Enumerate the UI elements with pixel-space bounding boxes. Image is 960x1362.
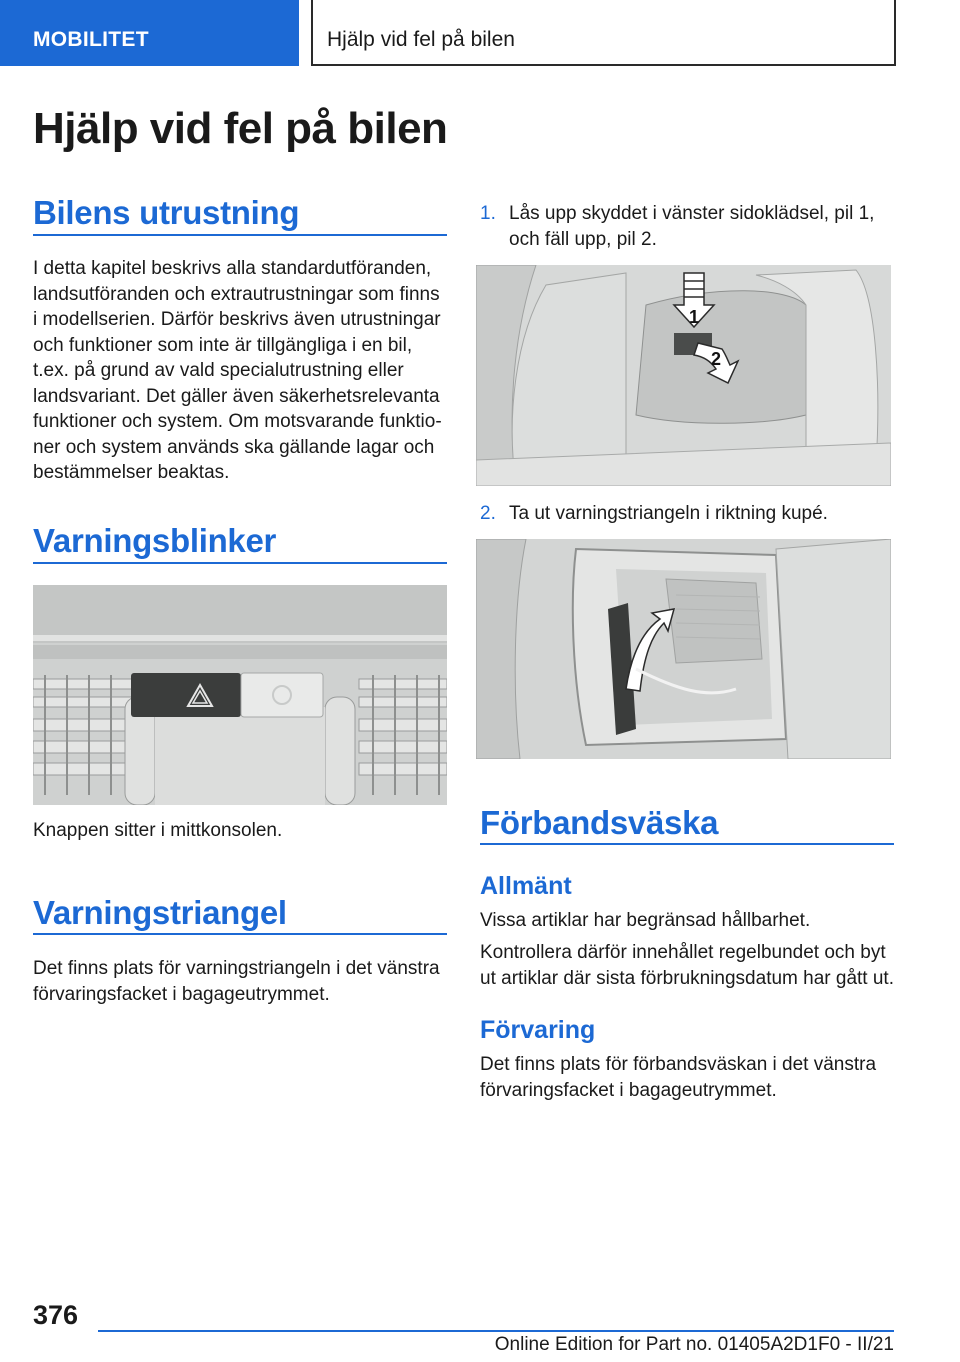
chapter-header xyxy=(311,0,896,66)
footer-rule xyxy=(98,1330,894,1332)
text-line: bestämmelser beaktas. xyxy=(33,462,230,483)
heading-varningsblinker: Varningsblinker xyxy=(33,522,277,559)
text-line: och funktioner som inte är tillgängliga i en bil, xyxy=(33,334,413,356)
chapter-header-label: Hjälp vid fel på bilen xyxy=(327,28,515,51)
text-line: ut artiklar där sista förbrukningsdatum har gått ut. xyxy=(480,967,894,989)
heading-rule xyxy=(33,562,447,564)
side-panel-illustration xyxy=(476,265,891,486)
heading-forbandsvaska: Förbandsväska xyxy=(480,804,719,841)
arrow-label: 2 xyxy=(710,349,722,369)
step-number: 1. xyxy=(480,203,496,224)
text-line: Ta ut varningstriangeln i riktning kupé. xyxy=(509,503,828,524)
allmant-paragraph-1 xyxy=(480,908,910,934)
text-line: förvaringsfacket i bagageutrymmet. xyxy=(480,1079,777,1101)
text-line: Lås upp skyddet i vänster sidoklädsel, pil 1, xyxy=(509,203,875,224)
heading-rule xyxy=(33,933,447,935)
blinker-caption xyxy=(33,818,453,844)
footer-edition: Online Edition for Part no. 01405A2D1F0 - II/21 xyxy=(494,1334,894,1355)
text-line: Det finns plats för varningstriangeln i det vänstra xyxy=(33,958,440,979)
text-line: landsvariant. Det gäller även säkerhetsrelevanta xyxy=(33,385,440,407)
text-line: Kontrollera därför innehållet regelbundet och byt xyxy=(480,942,886,963)
heading-rule xyxy=(480,843,894,845)
heading-rule xyxy=(33,234,447,236)
heading-allmant: Allmänt xyxy=(480,872,572,900)
text-line: Vissa artiklar har begränsad hållbarhet. xyxy=(480,910,811,931)
text-line: förvaringsfacket i bagageutrymmet. xyxy=(33,983,330,1005)
text-line: funktioner och system. Om motsvarande funktio- xyxy=(33,411,442,432)
triangle-compartment-illustration xyxy=(476,539,891,759)
triangel-paragraph xyxy=(33,956,453,1007)
text-line: i modellserien. Därför beskrivs även utrustningar xyxy=(33,309,441,330)
text-line: I detta kapitel beskrivs alla standardutföranden, xyxy=(33,258,432,279)
forvaring-paragraph xyxy=(480,1052,910,1103)
heading-varningstriangel: Varningstriangel xyxy=(33,894,287,931)
section-tab xyxy=(0,0,299,66)
heading-bilens-utrustning: Bilens utrustning xyxy=(33,194,300,231)
step-number: 2. xyxy=(480,503,496,524)
bilens-paragraph xyxy=(33,256,453,486)
text-line: t.ex. på grund av vald specialutrustning eller xyxy=(33,360,404,381)
allmant-paragraph-2 xyxy=(480,940,910,991)
section-tab-label: MOBILITET xyxy=(33,28,149,51)
text-line: ner och system används ska gällande lagar och xyxy=(33,436,435,458)
step-text xyxy=(509,501,889,527)
text-line: landsutföranden och extrautrustningar som finns xyxy=(33,283,440,305)
page-number: 376 xyxy=(33,1300,79,1330)
step-text xyxy=(509,201,889,252)
hazard-button-illustration xyxy=(33,585,447,805)
arrow-label: 1 xyxy=(688,307,700,327)
text-line: och fäll upp, pil 2. xyxy=(509,228,657,250)
text-line: Det finns plats för förbandsväskan i det vänstra xyxy=(480,1054,877,1075)
page-title: Hjälp vid fel på bilen xyxy=(33,104,448,153)
text-line: Knappen sitter i mittkonsolen. xyxy=(33,820,283,841)
heading-forvaring: Förvaring xyxy=(480,1016,596,1044)
